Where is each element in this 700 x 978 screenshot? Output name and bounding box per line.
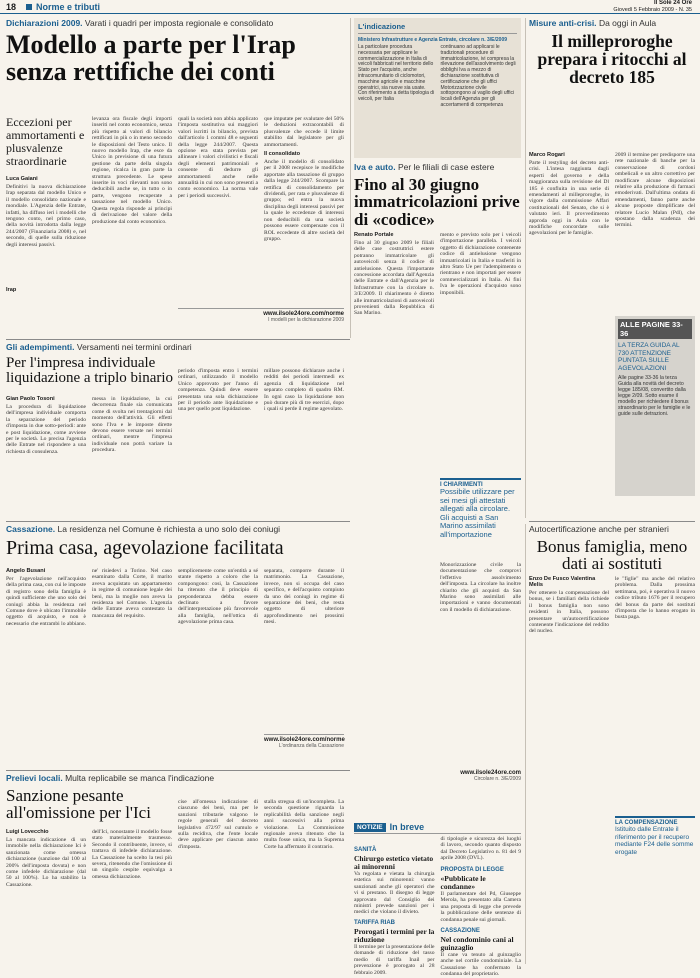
author: Marco Rogari [529,152,565,158]
web-link-box[interactable] [440,770,521,782]
box-pagine [615,316,695,496]
box-notizie [354,822,521,978]
column-2: 2009 il termine per predisporre una rete nazionale di banche per la conservazione di cordoni ombelicali e un altro correttivo per modificare alcune disposizioni relative alla produzione di farmaci emoderivati. Dall'ultima ondata di emendamenti, fanno parte anche alcune proposte dimplificate del relatore Lucio Malan (Pdl), che spostano dalla scadenza dei termini. [615,152,695,229]
column-3: cise all'omessa indicazione di ciascuno dei beni, ma per le sanzioni tributarie valgono le regole generali del decreto legislativo 472/97 sul cumulo e sulla recidiva, che l'ente locale deve applicare per ciascun anno d'imposta. [178,799,258,850]
box-text: Possibile utilizzare per sei mesi gli attestati allegati alla circolare. Gli acquisti a San Marino assimilati all'importazione [440,487,515,539]
headline: Prima casa, agevolazione facilitata [6,537,284,559]
box-text-1: La particolare procedura necessaria per applicare le commercializzazione in Italia di veicoli fabbricati nel territorio dello Stato per l'acquisto, anche intracomunitario di ciclomotori, macchine agricole e macchine operatrici, sia nuove sia usate. Con riferimento a detta tipologia di veicoli, per Italia [358,44,435,103]
item-tag: CASSAZIONE [440,928,480,934]
column-4: que imputate per svalutare del 50% le deduzioni extracontabili di plusvalenze che eccede il limite stabilito dal legislatore per gli ammortamenti. [264,116,344,148]
item-text: Il termine per la presentazione delle domande di riduzione del tasso medio di tariffa Inail per prevenzione è prorogato al 28 febbraio 2009. [354,944,435,976]
item-tag: PROPOSTA DI LEGGE [440,867,504,873]
section-marker [26,4,32,10]
kicker-tag: Gli adempimenti. [6,342,75,352]
column-3: Monorizzazione civile la documentazione che comprovi l'effettivo assolvimento dell'imposta. La circolare ha inoltre chiarito che gli acquisti da San Marino sono assimilati alle importazioni e vanno documentati con il modello di dichiarazione. [440,562,521,613]
kicker: Autocertificazione anche per stranieri [529,524,669,534]
kicker: La residenza nel Comune è richiesta a uno solo dei coniugi [57,524,281,534]
notizie-title: NOTIZIE [354,823,386,832]
page-number: 18 [6,2,17,12]
column-2: dell'Ici, nonostante il modello fosse stato materialmente trasmesso. Secondo il contribuente, invece, si trattava di infedele dichiarazione. La Cassazione ha scelto la tesi più severa, ritenendo che l'omissione di un singolo cespite equivalga a omessa dichiarazione. [92,829,172,880]
web-caption: L'ordinanza della Cassazione [278,743,344,749]
newspaper-name: Il Sole 24 Ore [653,0,692,6]
item-text: di tipologie e sicurezza dei luoghi di lavoro, secondo quanto disposto dal Decreto Legislativo n. 81 del 9 aprile 2008 (DVL). [440,836,521,862]
box-source: Ministero Infrastrutture e Agenzia Entrate, circolare n. 3/E/2009 [358,37,508,43]
box-text: Istituito dalle Entrate il riferimento per il recupero mediante F24 delle somme erogate [615,826,694,856]
column-2: ne' risiedevi a Torino. Nel caso esaminato dalla Corte, il marito aveva acquistato un appartamento in regime di comunione legale dei beni, ma la moglie non aveva la residenza nel Comune. L'agenzia delle Entrate aveva contestato la mancanza del requisito. [92,568,172,619]
column-1: La mancata indicazione di un immobile nella dichiarazione Ici è sanzionata come omessa dichiarazione (sanzione dal 100 al 200% dell'imposta dovuta) e non come infedele dichiarazione (dal 50 al 100%). Lo ha stabilito la Cassazione. [6,837,86,888]
item-title: Prorogati i termini per la riduzione [354,927,435,944]
column-1: Parte il restyling del decreto anti-crisi. L'intesa raggiunta dagli esperti del governo e della maggioranza sulla revisione del Dl 185 è confluita in una serie di emendamenti al milleproroghe, in vigore dalla commissione Affari costituzionali del Senato, che si è valutato ieri. Il provvedimento approda oggi in Aula con le modifiche concordate sulle agevolazioni per le famiglie. [529,160,609,237]
headline: Per l'impresa individuale liquidazione a triplo binario [6,355,174,387]
column-3: semplicemente come un'entità a sé stante rispetto a coloro che la compongono: cosi, la Cassazione ha ritenuto che il principio di preponderanza debba essere declinato a favore dell'interpretazione più favorevole alla famiglia, nell'ottica di agevolazione prima casa. [178,568,258,626]
web-caption: Circolare n. 3/E/2009 [474,776,521,782]
box-title: L'indicazione [358,22,517,34]
column-3: periodo d'imposta entro i termini ordinari, utilizzando il modello Unico approvato per l'anno di competenza. Quindi deve essere presentata una sola dichiarazione per il periodo ante liquidazione e una per quello post liquidazione. [178,368,258,413]
column-2: messa in liquidazione, la cui decorrenza finale sia comunicata come di svolta nei trentagiorni dal momento dell'attività. Gli effetti sono l'Iva e le imposte dirette devono essere versate nei termini ordinari, mentre l'impresa individuale non potrà variare la procedura. [92,396,172,454]
box-title: ALLE PAGINE 33-36 [618,319,692,339]
kicker: Varati i quadri per imposta regionale e consolidato [84,18,274,28]
kicker-tag: Prelievi locali. [6,773,63,783]
kicker: Da oggi in Aula [598,18,657,28]
item-title: «Pubblicate le condanne» [440,874,486,891]
headline: Sanzione pesante all'omissione per l'Ici [6,786,151,823]
column-4: separata, comporre durante il matrimonio. La Cassazione, invece, non si occupa del caso specifico, e dell'acquisto compiuto da uno dei coniugi in regime di separazione dei beni, che resta oggetto di ulteriore approfondimento nei prossimi mesi. [264,568,344,626]
kicker-tag: Cassazione. [6,524,56,534]
article-prelievi-locali [6,773,346,965]
item-text: Il parlamentare del Pd, Giuseppe Merola, ha presentato alla Camera una proposta di legge che prevede la pubblicazione delle sentenze di condanna penale sui giornali. [440,891,521,923]
column-2: mento e previsto solo per i veicoli d'importazione parallela. I veicoli oggetto di dichiarazione contenente codice di antielusione vengono immatricolati in Italia e trasferiti in altro Stato Ue per l'adempimento o rientrano e non importati per essere commercializzati in Italia. Ai fini Iva le operazioni d'acquisto sono imponibili. [440,232,521,296]
author: Gian Paolo Tosoni [6,396,55,402]
web-caption: I modelli per la dichiarazione 2009 [268,317,344,323]
kicker: Per le filiali di case estere [397,162,495,172]
page-header [0,0,700,14]
author: Luca Gaiani [6,176,38,182]
item-tag: SANITÀ [354,847,377,853]
kicker-tag: Misure anti-crisi. [529,18,597,28]
web-link[interactable]: www.ilsole24ore.com [460,770,521,776]
box-title: I CHIARIMENTI [440,482,483,488]
item-title: Nel condominio cani al guinzaglio [440,935,514,952]
subhead: Eccezioni per ammortamenti e plusvalenze straordinarie [6,115,85,168]
box-title: LA COMPENSAZIONE [615,820,678,826]
lead-text: Definitivi la nuova dichiarazione Irap separata dal modello Unico e il modello consolidato nazionale e mondiale. L'Agenzia delle Entrate, infatti, ha diffuso ieri i modelli che tengono conto, nel primo caso, della novità introdotta dalla legge 244/2007 (Finanziaria 2008) e, nel secondo, di quelle sulla riduzione degli interessi passivi. [6,184,86,248]
item-text: Il cane va tenuto al guinzaglio anche nel cortile condominiale. La Cassazione ha confermato la condanna del proprietario. [440,952,521,978]
column-1: La procedura di liquidazione dell'impresa individuale comporta la separazione del periodo d'imposta in due sotto-periodi: ante e post liquidazione, come avviene per le società. Lo precisa l'agenzia delle Entrate nel rispondere a una richiesta di consulenza. [6,404,86,455]
author: Renato Portale [354,232,394,238]
column-4b: Anche il modello di consolidato per il 2008 recepisce le modifiche apportate alla tassazione di gruppo dalla legge 244/2007. Scompare la rettifica di consolidamento per dividendi, per rata e plusvalenze di gruppo; ed entra la nuova disciplina degli interessi passivi per la quale le eccedenze di interessi non deducibili da una società possono essere compensate con il ROL eccedente di altre società del gruppo. [264,159,344,242]
column-2: levanza ora fiscale degli importi inseriti nel conto economico, senza più rispetto ai valori di bilancio rettificati in più o in meno secondo le disposizioni del Testo unico. Il nuovo modello Irap, che esce da Unico in previsione di una futura gestione da parte della singola regione, ricalca in gran parte la struttura precedente. Le spese inserite in voci rilevanti non sono deducibili anche se, in tutto o in parte, vengono recuperate a tassazione nel modello Unico. Questa regola risponde ai principi di derivazione del valore della produzione dal conto economico. [92,116,172,225]
article-adempimenti [6,342,346,518]
headline: Fino al 30 giugno immatricolazioni prive di «codice» [354,175,520,229]
box-indicazione [354,18,521,158]
box-subtitle: LA TERZA GUIDA AL 730 ATTENZIONE PUNTATA SULLE AGEVOLAZIONI [618,342,680,372]
section-title: Norme e tributi [36,2,101,12]
item-tag: TARIFFA RIAB [354,920,395,926]
column-1: Per ottenere la compensazione del bonus, se i familiari della richiede il bonus famiglia non sono residenti in Italia, possono presentare un'autocertificazione contenente l'indicazione del reddito del nucleo. [529,590,609,635]
box-text: Alle pagine 33-36 la terza Guida alla novità del decreto legge 185/08, convertito dalla legge 2/09. Sotto esame il modello per richiedere il bonus straordinario per le famiglie e le guide sulle detrazioni. [618,375,691,417]
article-bonus-famiglia [529,524,695,964]
column-4: stalla stregua di un'incompleta. La seconda questione riguarda la replicabilità della sanzione negli anni successivi alla prima violazione. La Commissione regionale aveva ritenuto che la multa fosse unica, ma la Suprema Corte ha affermato il contrario. [264,799,344,850]
subhead-consolidato: Il consolidato [264,151,301,158]
headline: Modello a parte per l'Irap senza rettifiche dei conti [6,30,296,86]
box-text-2: continuano ad applicarsi le tradizionali procedure di immatricolazione, ivi compresa la rilevazione dell'assolvimento degli obblighi Iva a mezzo di dichiarazione sostitutiva di certificazione che gli uffici Motorizzazione civile sottopongono al vaglio degli uffici locali dell'Agenzia per gli accertamenti di competenza [440,44,516,108]
column-3: quali la società non abbia applicato l'imposta sostitutiva sui maggiori valori iscritti in bilancio, prevista dall'articolo 1 commi 48 e seguenti della legge 244/2007. Questa opzione era stata prevista per allineare i valori civilistici e fiscali degli elementi patrimoniali e consente di dedurre gli ammortamenti anche nelle annualità in cui non sono presenti a conto economico. La norma vale per i periodi successivi. [178,116,258,199]
kicker-tag: Dichiarazioni 2009. [6,18,83,28]
column-1: Fino al 30 giugno 2009 le filiali delle case costruttrici estere potranno immatricolare gli autoveicoli senza il codice di antielusione. Questa l'importante concessione accordata dall'Agenzia delle Entrate e dall'Agenzia per le Infrastrutture con la circolare n. 3/E/2009. Il chiarimento è diretto alle immatricolazioni di autoveicoli provenienti dalla Repubblica di San Marino. [354,240,434,317]
article-dichiarazioni [6,18,346,335]
web-link[interactable]: www.ilsole24ore.com/norme [263,311,344,317]
kicker-tag: Iva e auto. [354,162,396,172]
headline: Il milleproroghe prepara i ritocchi al decreto 185 [537,31,687,87]
issue-date: Giovedì 5 Febbraio 2009 - N. 35 [613,7,692,13]
kicker: Multa replicabile se manca l'indicazione [65,773,215,783]
article-cassazione [6,524,346,766]
kicker: Versamenti nei termini ordinari [76,342,192,352]
headline: Bonus famiglia, meno dati ai sostituti [536,537,688,574]
column-1: Per l'agevolazione nell'acquisto della prima casa, con cui le imposte di registro sono della famiglia è quindi sufficiente che uno solo dei coniugi abbia la residenza nel Comune dove è ubicato l'immobile oggetto di acquisto, e non è necessario che entrambi lo abbiano. [6,576,86,627]
column-2: le "figlie" ma anche del relativo problema. Dalla prossima settimana, poi, è operativa il nuovo codice tributo 1676 per il recupero del bonus da parte dei sostituti d'imposta che lo hanno erogato in busta paga. [615,576,695,621]
notizie-subtitle: In breve [389,822,425,832]
author: Enzo De Fusco Valentina Melis [529,576,596,588]
item-text: Va regolata e vietata la chirurgia estetica sui minorenni: vanno sanzionati anche gli operatori che vi si prestano. Il disegno di legge approvato dal Consiglio dei ministri prevede sanzioni per i medici che violano il divieto. [354,871,435,916]
article-iva-auto [354,162,521,822]
column-4: millare possono dichiarare anche i redditi dei periodi intermedi ex agenzia di liquidazione nel separato completo di quadro RM. In ogni caso la liquidazione non può durare più di tre esercizi, dopo i quali si perde il regime agevolato. [264,368,344,413]
box-chiarimenti [440,478,521,539]
web-link-box[interactable] [178,308,344,323]
item-title: Chirurgo estetico vietato ai minorenni [354,854,434,871]
author: Luigi Lovecchio [6,829,49,835]
web-link[interactable]: www.ilsole24ore.com/norme [264,737,345,743]
article-misure-anticrisi [529,18,695,518]
web-link-box[interactable] [264,734,344,749]
author: Angelo Busani [6,568,46,574]
subhead-irap: Irap [6,287,17,293]
box-compensazione [615,816,695,856]
